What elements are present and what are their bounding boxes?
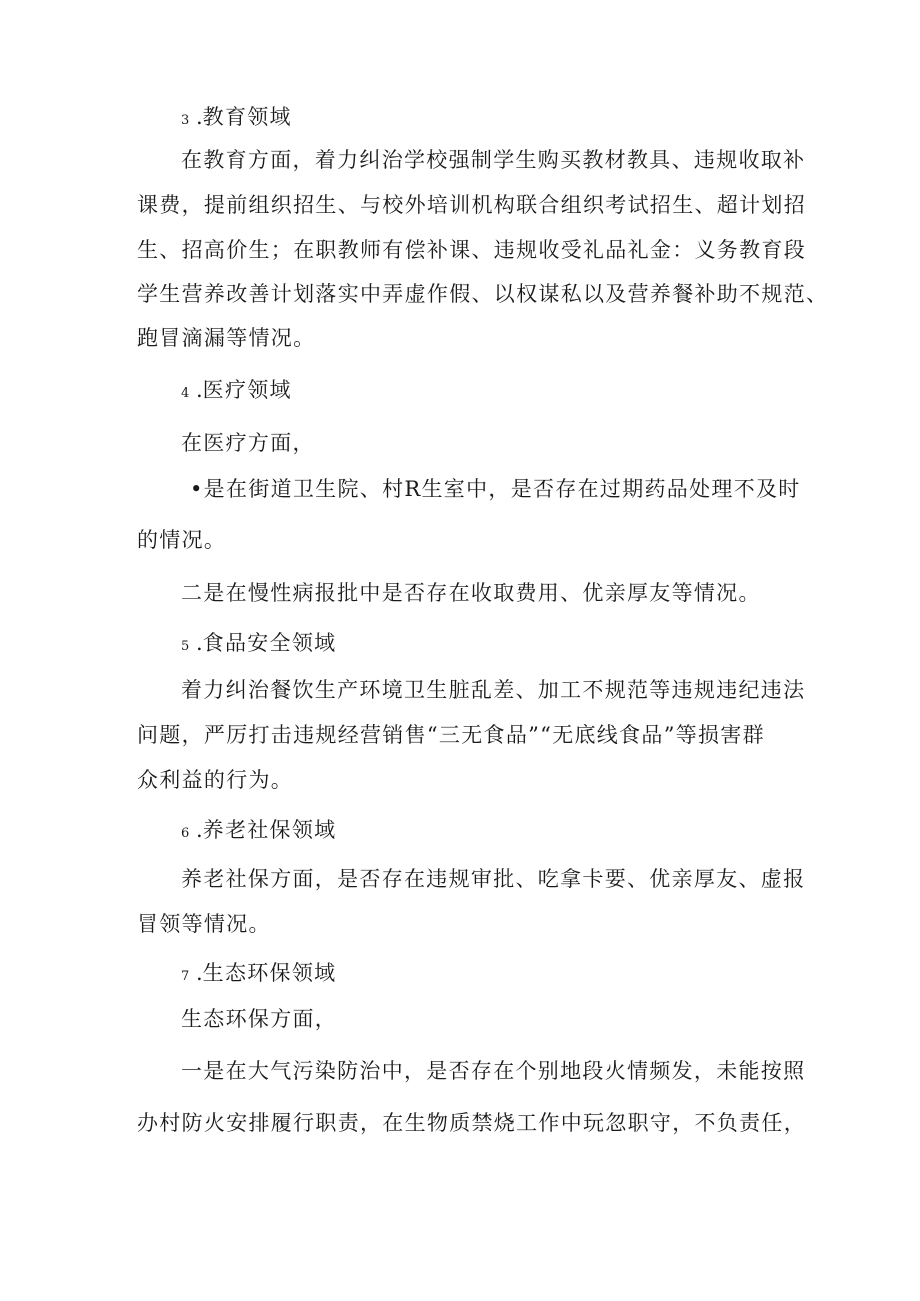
section-title: 生态环保领域 xyxy=(202,961,337,985)
paragraph-line: 冒领等情况。 xyxy=(137,912,271,936)
paragraph-line: •是在街道卫生院、村R生室中，是否存在过期药品处理不及时 xyxy=(190,477,801,501)
section-number: 7 xyxy=(181,969,190,984)
paragraph-line: 学生营养改善计划落实中弄虚作假、以权谋私以及营养餐补助不规范、 xyxy=(137,282,829,306)
section-separator: . xyxy=(189,105,203,129)
paragraph-line: 生、招高价生；在职教师有偿补课、违规收受礼品礼金：义务教育段 xyxy=(137,238,806,262)
section-number: 3 xyxy=(181,113,190,128)
paragraph-line: 跑冒滴漏等情况。 xyxy=(137,326,316,350)
paragraph-line: 二是在慢性病报批中是否存在收取费用、优亲厚友等情况。 xyxy=(181,581,761,605)
paragraph-line: 的情况。 xyxy=(137,528,227,552)
paragraph-line: 着力纠治餐饮生产环境卫生脏乱差、加工不规范等违规违纪违法 xyxy=(181,678,806,702)
section-number: 5 xyxy=(181,639,190,654)
section-separator: . xyxy=(189,818,203,842)
section-title: 养老社保领域 xyxy=(202,818,337,842)
section-heading-education xyxy=(181,102,292,136)
section-title: 教育领域 xyxy=(202,105,292,129)
section-separator: . xyxy=(189,378,203,402)
paragraph-line: 在医疗方面， xyxy=(181,431,315,455)
paragraph-line: 生态环保方面， xyxy=(181,1007,338,1031)
paragraph-line: 问题，严厉打击违规经营销售“三无食品”“无底线食品”等损害群 xyxy=(137,723,765,747)
section-number: 4 xyxy=(181,386,190,401)
paragraph-line: 养老社保方面，是否存在违规审批、吃拿卡要、优亲厚友、虚报 xyxy=(181,867,806,891)
paragraph-line: 众利益的行为。 xyxy=(137,768,294,792)
paragraph-line: 一是在大气污染防治中，是否存在个别地段火情频发，未能按照 xyxy=(181,1059,806,1083)
paragraph-line: 课费，提前组织招生、与校外培训机构联合组织考试招生、超计划招 xyxy=(137,193,806,217)
section-heading-medical xyxy=(181,375,292,409)
section-heading-pension-social-security xyxy=(181,815,336,849)
section-separator: . xyxy=(189,631,203,655)
section-number: 6 xyxy=(181,826,190,841)
section-title: 食品安全领域 xyxy=(202,631,337,655)
section-heading-food-safety xyxy=(181,628,336,662)
paragraph-line: 在教育方面，着力纠治学校强制学生购买教材教具、违规收取补 xyxy=(181,148,806,172)
section-title: 医疗领域 xyxy=(202,378,292,402)
section-heading-ecology-environment xyxy=(181,958,336,992)
section-separator: . xyxy=(189,961,203,985)
paragraph-line: 办村防火安排履行职责，在生物质禁烧工作中玩忽职守，不负责任， xyxy=(137,1111,806,1135)
